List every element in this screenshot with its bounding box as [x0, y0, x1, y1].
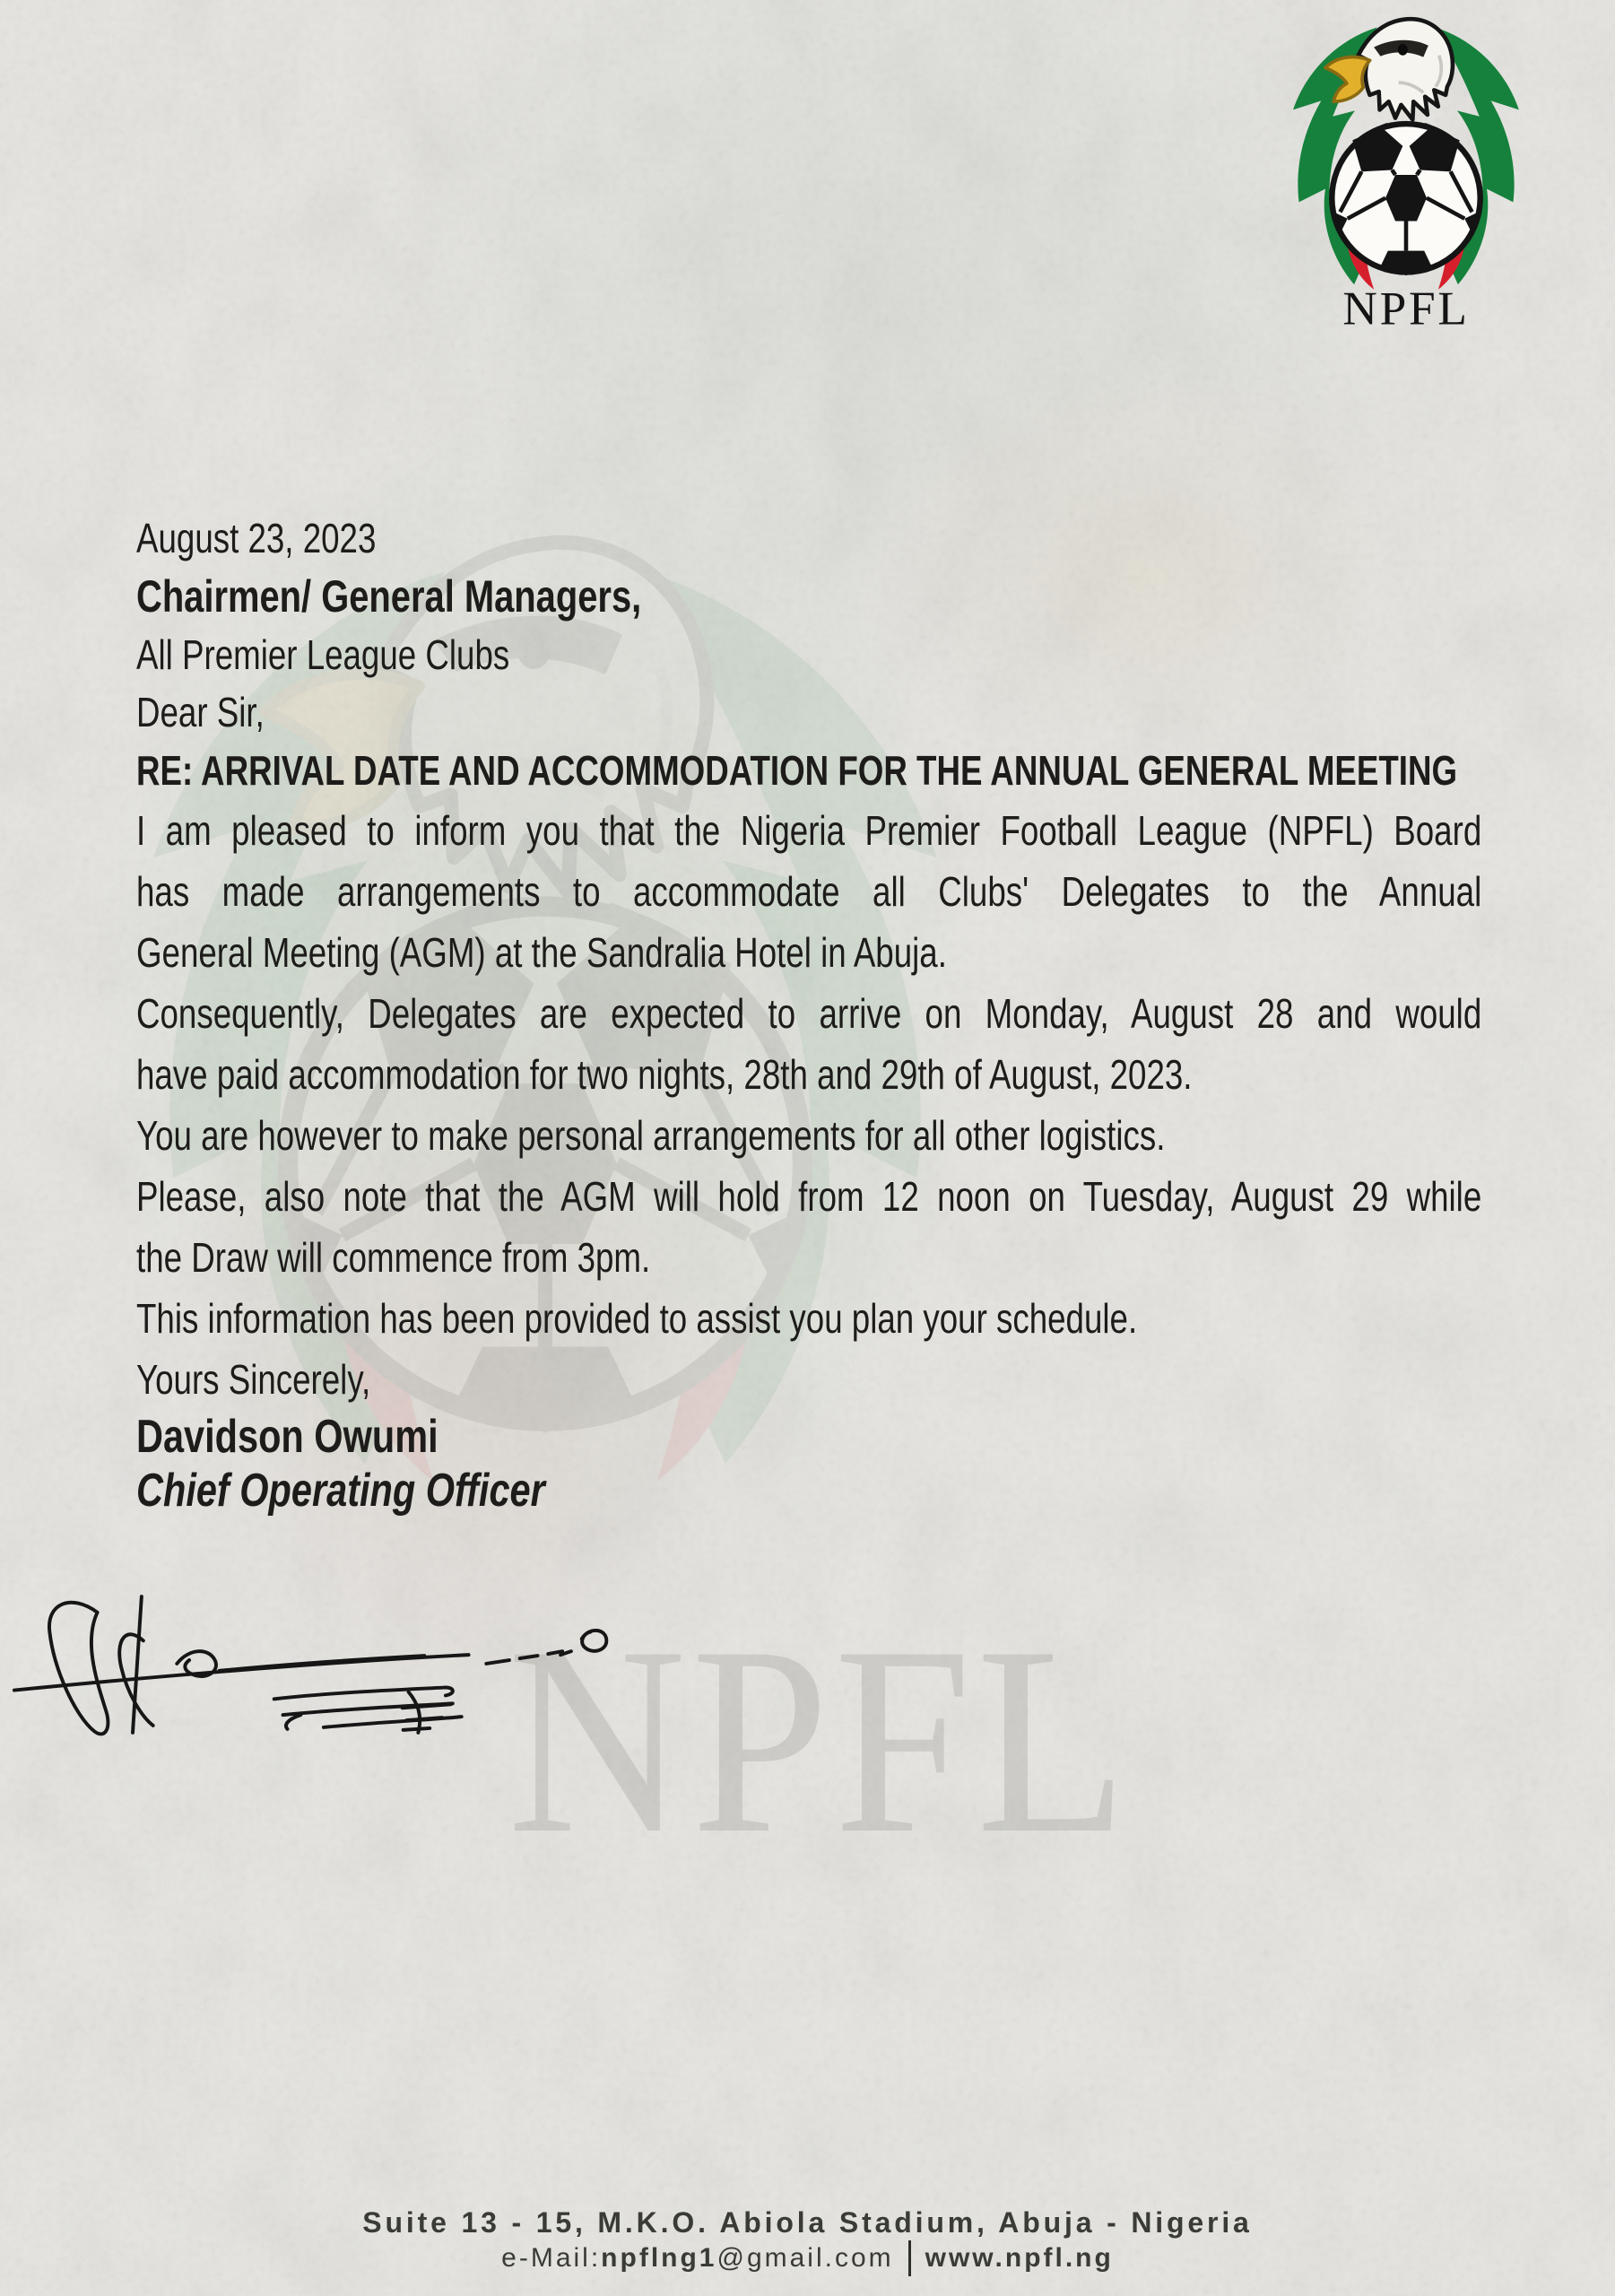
npfl-crest-logo [1254, 13, 1559, 338]
website-url: www.npfl.ng [925, 2243, 1114, 2273]
recipient-organization: All Premier League Clubs [136, 631, 510, 678]
paragraph-line: has made arrangements to accommodate all Clubs' Delegates to the Annual [136, 868, 1482, 915]
footer-address: Suite 13 - 15, M.K.O. Abiola Stadium, Abuja - Nigeria [362, 2206, 1253, 2239]
signature-image [9, 1586, 628, 1736]
footer [0, 2205, 1615, 2276]
eagle-soccer-crest-icon [1293, 19, 1519, 290]
logo-wordmark: NPFL [1342, 282, 1470, 335]
letter-date: August 23, 2023 [136, 515, 377, 561]
recipient-name: Chairmen/ General Managers, [136, 571, 642, 622]
paragraph-line: This information has been provided to assist you plan your schedule. [136, 1295, 1138, 1342]
body-paragraph [136, 1166, 1481, 1288]
letter-body [136, 509, 1481, 1518]
npfl-text-watermark: NPFL [508, 1591, 1133, 1889]
closing: Yours Sincerely, [136, 1356, 371, 1403]
footer-contact [0, 2240, 1615, 2276]
email-user: npflng1 [601, 2243, 717, 2273]
salutation: Dear Sir, [136, 689, 265, 735]
paragraph-line: General Meeting (AGM) at the Sandralia Hotel in Abuja. [136, 929, 947, 976]
body-paragraph [136, 1288, 1481, 1349]
paragraph-line: Consequently, Delegates are expected to arrive on Monday, August 28 and would [136, 990, 1482, 1037]
signatory-name: Davidson Owumi [136, 1411, 438, 1463]
separator-bar [908, 2240, 911, 2276]
paragraph-line: You are however to make personal arrangements for all other logistics. [136, 1112, 1166, 1159]
paragraph-line: I am pleased to inform you that the Nigeria Premier Football League (NPFL) Board [136, 807, 1482, 854]
body-paragraph [136, 1105, 1481, 1166]
body-paragraph [136, 983, 1481, 1105]
body-paragraph [136, 800, 1481, 983]
paragraph-line: have paid accommodation for two nights, 28th and 29th of August, 2023. [136, 1051, 1193, 1098]
paragraph-line: the Draw will commence from 3pm. [136, 1234, 651, 1281]
email-domain: @gmail.com [716, 2243, 894, 2273]
subject-line: RE: ARRIVAL DATE AND ACCOMMODATION FOR THE ANNUAL GENERAL MEETING [136, 747, 1458, 794]
signatory-title: Chief Operating Officer [136, 1465, 545, 1517]
email-label: e-Mail: [501, 2243, 602, 2273]
paragraph-line: Please, also note that the AGM will hold from 12 noon on Tuesday, August 29 while [136, 1173, 1482, 1220]
